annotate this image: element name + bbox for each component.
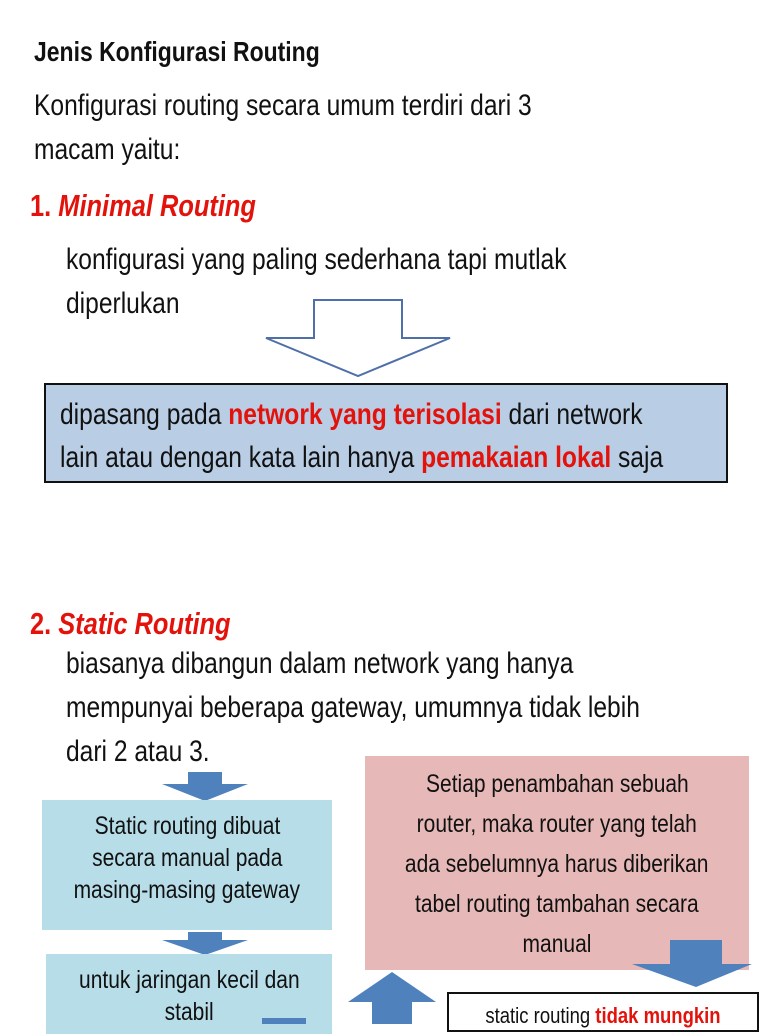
teal-box-1-line-1: Static routing dibuat — [94, 812, 280, 840]
section-2-number: 2. — [30, 606, 52, 641]
static-routing-manual-box — [42, 800, 332, 930]
section-2-desc-line-1: biasanya dibangun dalam network yang hanya — [66, 647, 574, 680]
pink-box-line-5: manual — [522, 930, 592, 958]
section-1-desc-line-1: konfigurasi yang paling sederhana tapi mutlak — [66, 243, 567, 276]
teal-box-2-line-2: stabil — [164, 998, 214, 1026]
pink-box-line-4: tabel routing tambahan secara — [415, 890, 699, 918]
section-2-description — [66, 642, 722, 774]
teal-box-1-line-2: secara manual pada — [91, 844, 283, 872]
intro-line-1: Konfigurasi routing secara umum terdiri dari 3 — [34, 89, 532, 122]
section-1-heading — [30, 188, 256, 224]
pink-box-line-3: ada sebelumnya harus diberikan — [405, 850, 709, 878]
minimal-routing-box — [44, 383, 728, 483]
section-2-heading — [30, 606, 231, 642]
highlight-isolated-network: network yang terisolasi — [228, 398, 502, 431]
box-text: dari network — [501, 398, 643, 431]
blue-down-arrow-icon — [160, 932, 250, 956]
intro-text — [34, 84, 657, 172]
box-text: lain atau dengan kata lain hanya — [60, 441, 422, 474]
section-2-name: Static Routing — [58, 606, 231, 641]
static-routing-limit-box — [447, 992, 759, 1032]
section-1-name: Minimal Routing — [58, 188, 256, 223]
pink-box-line-2: router, maka router yang telah — [416, 810, 698, 838]
blue-up-arrow-icon — [346, 970, 438, 1024]
white-box-text: static routing — [485, 1003, 596, 1028]
section-1-number: 1. — [30, 188, 52, 223]
section-2-desc-line-2: mempunyai beberapa gateway, umumnya tidak lebih — [66, 691, 640, 724]
router-addition-box — [365, 756, 749, 970]
teal-box-1-line-3: masing-masing gateway — [73, 876, 301, 904]
minimal-routing-box-line-1 — [60, 393, 708, 436]
hollow-down-arrow-icon — [262, 298, 454, 380]
minimal-routing-box-line-2 — [60, 436, 708, 479]
pink-box-line-1: Setiap penambahan sebuah — [425, 770, 689, 798]
teal-box-2-line-1: untuk jaringan kecil dan — [78, 966, 300, 994]
intro-line-2: macam yaitu: — [34, 133, 181, 166]
section-2-desc-line-3: dari 2 atau 3. — [66, 735, 210, 768]
blue-arrow-stub-icon — [262, 1018, 306, 1024]
page-title: Jenis Konfigurasi Routing — [34, 36, 320, 67]
box-text: dipasang pada — [60, 398, 229, 431]
highlight-not-possible: tidak mungkin — [595, 1003, 721, 1028]
blue-down-arrow-icon — [630, 940, 754, 988]
highlight-local-use: pemakaian lokal — [421, 441, 612, 474]
section-1-desc-line-2: diperlukan — [66, 287, 180, 320]
box-text: saja — [611, 441, 664, 474]
blue-down-arrow-icon — [160, 772, 250, 802]
